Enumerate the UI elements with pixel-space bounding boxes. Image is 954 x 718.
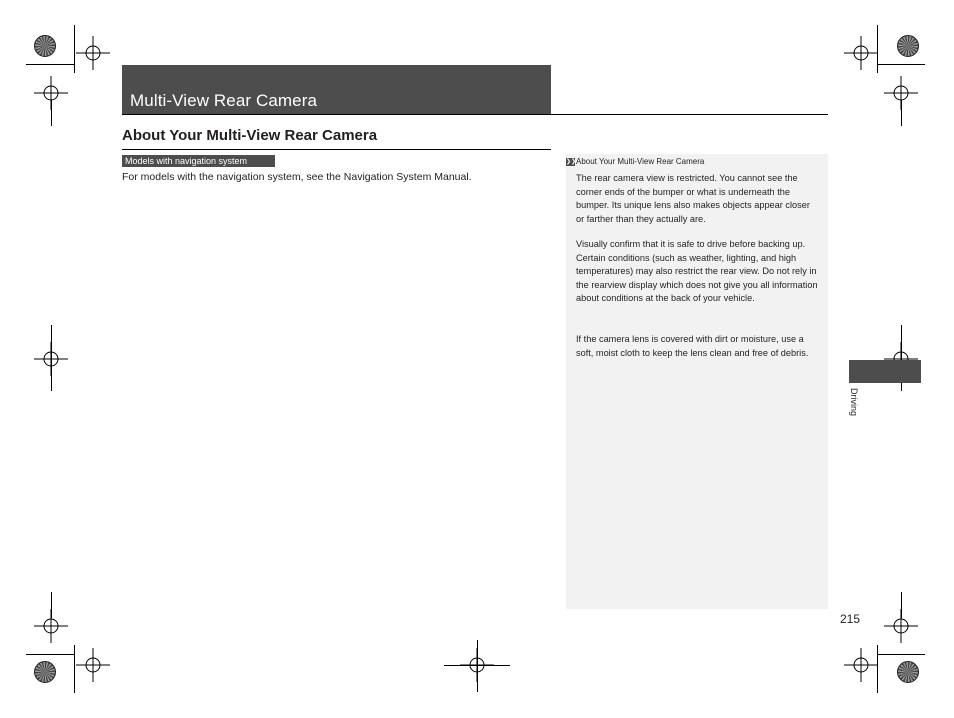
- color-rosette-icon: [34, 661, 56, 683]
- sidebar-paragraph: If the camera lens is covered with dirt or moisture, use a soft, moist cloth to keep the lens clean and free of debris.: [576, 334, 809, 358]
- registration-mark-icon: [844, 36, 878, 70]
- chapter-header-bar: [122, 65, 551, 115]
- sidebar-note: [566, 154, 828, 609]
- sidebar-heading-text: About Your Multi-View Rear Camera: [576, 157, 705, 166]
- sidebar-paragraph: Visually confirm that it is safe to drive before backing up. Certain conditions (such as weather, lighting, and high temperatures) may also restrict the rear view. Do not rely in the rearview display which does not give you all information about conditions at the back of your vehicle.: [576, 239, 818, 303]
- color-rosette-icon: [897, 661, 919, 683]
- header-rule: [122, 114, 828, 115]
- color-rosette-icon: [34, 35, 56, 57]
- chapter-title: Multi-View Rear Camera: [130, 91, 318, 110]
- reference-arrow-icon: ❯❯: [566, 159, 577, 165]
- section-rule: [122, 149, 551, 150]
- sidebar-heading: [566, 156, 828, 168]
- side-tab-label: Driving: [849, 388, 859, 417]
- registration-mark-icon: [844, 648, 878, 682]
- section-body: For models with the navigation system, see the Navigation System Manual.: [122, 171, 472, 183]
- models-tag: Models with navigation system: [122, 155, 275, 167]
- section-title: About Your Multi-View Rear Camera: [122, 127, 378, 144]
- registration-mark-icon: [76, 648, 110, 682]
- registration-mark-icon: [76, 36, 110, 70]
- color-rosette-icon: [897, 35, 919, 57]
- page-number: 215: [840, 612, 861, 626]
- side-tab: [849, 360, 921, 383]
- sidebar-paragraph: The rear camera view is restricted. You cannot see the corner ends of the bumper or what is underneath the bumper. Its unique lens also makes objects appear closer or farther than they actually are.: [576, 173, 810, 224]
